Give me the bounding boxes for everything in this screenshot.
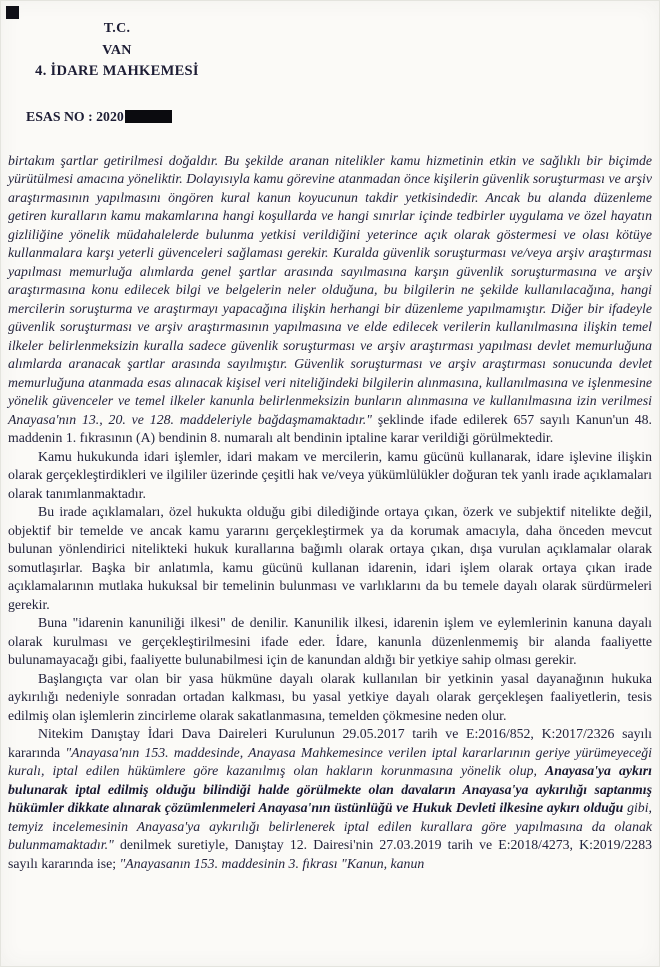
- document-body: [8, 152, 652, 874]
- republic-abbrev: T.C.: [103, 21, 131, 36]
- danistay-middle: denilmek suretiyle, Danıştay 12. Dairesi'nin 27.03.2019 tarih ve E:2018/4273, K:2019/2283 sayılı kararında ise;: [8, 837, 652, 871]
- danistay-quote-part3: "Anayasanın 153. maddesinin 3. fıkrası "Kanun, kanun: [119, 855, 425, 871]
- city-name: VAN: [102, 42, 132, 58]
- paragraph-danistay-karari: [8, 725, 652, 873]
- court-header: [32, 18, 202, 83]
- redaction-box: [125, 110, 172, 123]
- danistay-intro: Nitekim Danıştay İdari Dava Daireleri Kurulunun 29.05.2017 tarih ve E:2016/852, K:2017/2326 sayılı kararında: [8, 726, 652, 760]
- danistay-quote-part2: gibi, temyiz incelemesinin Anayasa'ya aykırılığı belirlenerek iptal edilen kurallara göre yapılmasına da olanak bulunmamaktadır.": [8, 800, 652, 852]
- aym-quote-text: birtakım şartlar getirilmesi doğaldır. Bu şekilde aranan nitelikler kamu hizmetinin etkin ve sağlıklı bir biçimde yürütülmesi amacına yöneliktir. Dolayısıyla kamu görevine atanmadan önce kişilerin güvenlik soruşturması ve arşiv araştırmasının yapılmasını öngören kural kanun koyucunun takdir yetkisindedir. Ancak bu alanda düzenleme getiren kuralların kamu makamlarına hangi koşullarda ve hangi sınırlar içinde tedbirler uygulama ve özel hayatın gizliliğine yönelik müdahalelerde bulunma yetkisi verildiğini yeterince açık olarak göstermesi ve olası kötüye kullanmalara karşı yeterli güvenceleri sağlaması gerekir. Kuralda güvenlik soruşturması ve/veya arşiv araştırması yapılması memurluğa alımlarda genel şartlar arasında sayılmasına karşın güvenlik soruşturmasına ve arşiv araştırmasına konu edilecek bilgi ve belgelerin neler olduğuna, bu bilgilerin ne şekilde kullanılacağına, hangi mercilerin soruşturma ve araştırmayı yapacağına ilişkin herhangi bir düzenleme yapılmamıştır. Diğer bir ifadeyle güvenlik soruşturması ve arşiv araştırmasının yapılmasına ve elde edilecek verilerin kullanılmasına ilişkin temel ilkeler belirlenmeksizin kuralla sadece güvenlik soruşturması ve arşiv araştırması yapılması devlet memurluğuna alımlarda aranacak şartlar arasında sayılmıştır. Güvenlik soruşturması ve arşiv araştırması sonucunda devlet memurluğuna atanmada esas alınacak kişisel veri niteliğindeki bilgilerin alınmasına, kullanılmasına ve işlenmesine yönelik güvenceler ve temel ilkeler kanunla belirlenmeksizin bunların alınmasına ve kullanılmasına izin verilmesi Anayasa'nın 13., 20. ve 128. maddeleriyle bağdaşmamaktadır.": [8, 152, 652, 427]
- scan-corner-artifact: [6, 6, 19, 19]
- paragraph-irade-aciklamalari: Bu irade açıklamaları, özel hukukta olduğu gibi dilediğinde ortaya çıkan, özerk ve subjektif nitelikte değil, objektif bir temelde ve ancak kamu yararını gerçekleştirmek ya da korumak amacıyla, daha önceden mevcut bulunan yönlendirici nitelikteki hukuk kurallarına bağımlı olarak ortaya çıkan, dışa vurulan açıklamalar olarak somutlaşırlar. Başka bir anlatımla, kamu gücünü kullanan idarenin, idari işlem olarak ortaya çıkan irade açıklamalarının mutlaka hukuksal bir temelinin bulunması ve varlıklarını da bu temele dayalı olarak sürdürmeleri gerekir.: [8, 504, 652, 612]
- aym-quote-followup: şeklinde ifade edilerek 657 sayılı Kanun'un 48. maddenin 1. fıkrasının (A) bendinin 8. numaralı alt bendinin iptaline karar verildiği görülmektedir.: [8, 411, 653, 445]
- paragraph-kanunilik-ilkesi: Buna "idarenin kanuniliği ilkesi" de denilir. Kanunilik ilkesi, idarenin işlem ve eylemlerinin kanuna dayalı olarak kurulması ve gerçekleştirilmesini ifade eder. İdare, kanunla düzenlenmemiş bir alanda faaliyette bulunamayacağı gibi, faaliyette bulunabilmesi için de kanundan aldığı bir yetkiye sahip olması gerekir.: [8, 615, 652, 667]
- danistay-quote-bold: Anayasa'ya aykırı bulunarak iptal edilmiş olduğu bilindiği halde görülmekte olan davaların Anayasa'ya aykırılığı saptanmış hükümler dikkate alınarak çözümlenmeleri Anayasa'nın üstünlüğü ve Hukuk Devleti ilkesine aykırı olduğu: [8, 763, 652, 815]
- paragraph-aym-quote: [8, 152, 652, 448]
- danistay-quote-part1: "Anayasa'nın 153. maddesinde, Anayasa Mahkemesince verilen iptal kararlarının geriye yürümeyeceği kuralı, iptal edilen hükümlere göre kazanılmış olan hakların korunmasına yönelik olup,: [8, 744, 652, 778]
- court-name: 4. İDARE MAHKEMESİ: [35, 63, 199, 79]
- paragraph-yasal-dayanak: Başlangıçta var olan bir yasa hükmüne dayalı olarak kullanılan bir yetkinin yasal dayanağının hukuka aykırılığı nedeniyle sonradan ortadan kalkması, bu yasal yetkiye dayalı olarak gerçekleşen faaliyetlerin, tesis edilmiş olan işlemlerin zincirleme olarak sakatlanmasına, temelden çökmesine neden olur.: [8, 670, 652, 723]
- case-number-label: ESAS NO : 2020: [26, 108, 124, 124]
- case-number-line: [26, 109, 652, 125]
- paragraph-idari-islem-tanim: Kamu hukukunda idari işlemler, idari makam ve mercilerin, kamu gücünü kullanarak, idare işlevine ilişkin olarak gerçekleştirdikleri ve ilgililer üzerinde çeşitli hak ve/veya yükümlülükler doğuran tek yanlı irade açıklamaları olarak tanımlanmaktadır.: [8, 448, 652, 501]
